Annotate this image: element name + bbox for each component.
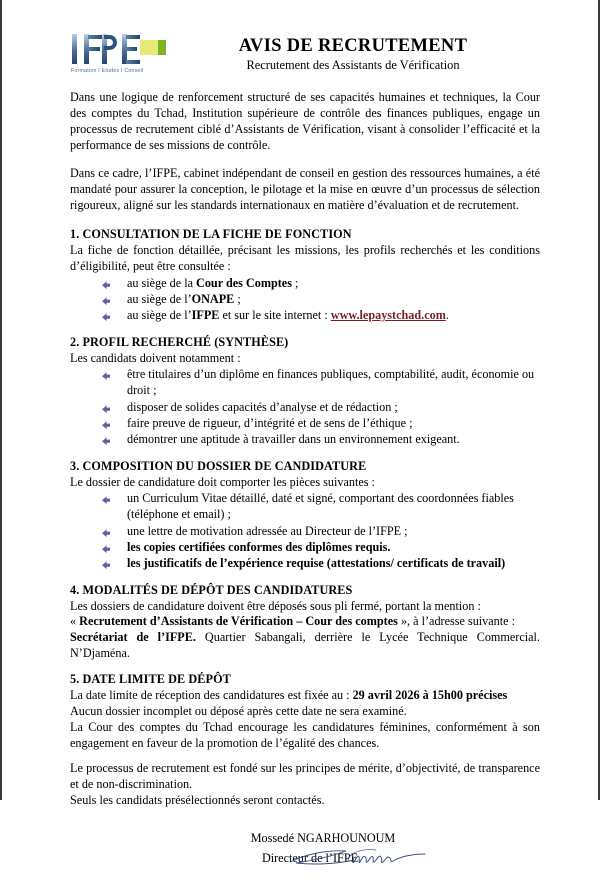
list-item	[102, 367, 540, 399]
logo-arm-f-top	[88, 35, 103, 39]
list-item-text: faire preuve de rigueur, d’intégrité et de sens de l’éthique ;	[127, 416, 413, 430]
section-2-lead: Les candidats doivent notamment :	[70, 350, 241, 365]
section-5-heading: 5. DATE LIMITE DE DÉPÔT	[70, 672, 231, 687]
section-3-lead: Le dossier de candidature doit comporter les pièces suivantes :	[70, 474, 375, 489]
closing-paragraph: Le processus de recrutement est fondé sur les principes de mérite, d’objectivité, de transparence et de non-discrimination.	[70, 761, 540, 792]
section-2-list	[70, 367, 540, 448]
section-3-list	[70, 491, 540, 572]
list-item-text: une lettre de motivation adressée au Directeur de l’IFPE ;	[127, 523, 408, 538]
intro-paragraph-1: Dans une logique de renforcement structuré de ses capacités humaines et techniques, la Cour des comptes du Tchad, Institution supérieure de contrôle des finances publiques, engage un processus de recrutement ciblé d’Assistants de Vérification, visant à consolider l’efficacité et la performance de ses missions de contrôle.	[70, 90, 540, 152]
bullet-arrow-icon	[102, 559, 110, 568]
logo-mark-icon	[70, 34, 166, 67]
section-5-equality: La Cour des comptes du Tchad encourage les candidatures féminines, conformément à son engagement en faveur de la promotion de l’égalité des chances.	[70, 719, 540, 750]
list-item	[102, 416, 540, 432]
signatory-name: Mossedé NGARHOUNOUM	[250, 830, 396, 845]
logo-bowl-p	[104, 35, 117, 50]
bullet-arrow-icon	[102, 370, 110, 379]
list-item	[102, 292, 540, 308]
bullet-arrow-icon	[102, 527, 110, 536]
list-item	[102, 556, 540, 572]
signature-block	[70, 831, 540, 883]
page-subtitle: Recrutement des Assistants de Vérification	[246, 58, 460, 73]
website-link[interactable]: www.lepaystchad.com	[330, 308, 446, 323]
list-item-text: être titulaires d’un diplôme en finances publiques, comptabilité, audit, économie ou droit ;	[127, 367, 535, 398]
logo-tagline: Formation I Etudes I Conseil	[71, 68, 144, 74]
list-item-text: au siège de l’ONAPE ;	[127, 291, 241, 306]
bullet-arrow-icon	[102, 419, 110, 428]
ifpe-logo	[70, 34, 166, 82]
bullet-arrow-icon	[102, 295, 110, 304]
logo-bar-i	[72, 34, 77, 64]
title-block	[166, 36, 540, 73]
bullet-arrow-icon	[102, 543, 110, 552]
list-item-text: les justificatifs de l’expérience requise (attestations/ certificats de travail)	[127, 556, 506, 571]
list-item-text: au siège de l’IFPE et sur le site internet : www.lepaystchad.com.	[127, 308, 449, 323]
logo-arm-e-mid	[126, 47, 137, 51]
section-1-lead: La fiche de fonction détaillée, précisant les missions, les profils recherchés et les conditions d’éligibilité, peut être consultée :	[70, 242, 540, 273]
list-item-text: disposer de solides capacités d’analyse et de rédaction ;	[127, 399, 398, 414]
document-content	[70, 28, 540, 883]
section-5-note: Aucun dossier incomplet ou déposé après cette date ne sera examiné.	[70, 703, 407, 718]
closing-line: Seuls les candidats présélectionnés seront contactés.	[70, 793, 325, 808]
list-item	[102, 540, 540, 556]
list-item-text: démontrer une aptitude à travailler dans un environnement exigeant.	[127, 432, 460, 447]
logo-arm-f-mid	[88, 47, 100, 51]
list-item-text: un Curriculum Vitae détaillé, daté et signé, comportant des coordonnées fiables (téléphone et email) ;	[127, 491, 514, 522]
list-item	[102, 276, 540, 292]
bullet-arrow-icon	[102, 494, 110, 503]
document-header	[70, 28, 540, 90]
section-5-deadline: La date limite de réception des candidatures est fixée au : 29 avril 2026 à 15h00 précises	[70, 687, 508, 702]
section-1-heading: 1. CONSULTATION DE LA FICHE DE FONCTION	[70, 227, 352, 242]
section-2-heading: 2. PROFIL RECHERCHÉ (SYNTHÈSE)	[70, 334, 289, 349]
section-4-lead: Les dossiers de candidature doivent être déposés sous pli fermé, portant la mention :	[70, 598, 481, 613]
bullet-arrow-icon	[102, 311, 110, 320]
bullet-arrow-icon	[102, 403, 110, 412]
list-item	[102, 432, 540, 448]
list-item-text: au siège de la Cour des Comptes ;	[127, 275, 299, 290]
list-item	[102, 400, 540, 416]
bullet-arrow-icon	[102, 279, 110, 288]
section-3-heading: 3. COMPOSITION DU DOSSIER DE CANDIDATURE	[70, 458, 367, 473]
section-1-list	[70, 276, 540, 325]
section-4-address: Secrétariat de l’IFPE. Quartier Sabangali, derrière le Lycée Technique Commercial. N’Djaména.	[70, 630, 540, 661]
logo-green-block	[158, 40, 166, 55]
list-item-text: les copies certifiées conformes des diplômes requis.	[127, 540, 391, 555]
page-title: AVIS DE RECRUTEMENT	[238, 36, 468, 56]
list-item	[102, 308, 540, 324]
deadline-date: 29 avril 2026 à 15h00 précises	[352, 687, 508, 702]
section-4-mention: « Recrutement d’Assistants de Vérification – Cour des comptes », à l’adresse suivante :	[70, 614, 516, 629]
bullet-arrow-icon	[102, 435, 110, 444]
intro-paragraph-2: Dans ce cadre, l’IFPE, cabinet indépendant de conseil en gestion des ressources humaines, a été mandaté pour assurer la conception, le pilotage et la mise en œuvre d’un processus de sélection rigoureux, aligné sur les standards internationaux en matière d’évaluation et de recrutement.	[70, 166, 540, 213]
list-item	[102, 524, 540, 540]
logo-arm-e-top	[126, 35, 140, 39]
list-item	[102, 491, 540, 523]
logo-arm-e-bottom	[126, 60, 140, 64]
signatory-role: Directeur de l’IFPE	[261, 850, 359, 865]
section-4-heading: 4. MODALITÉS DE DÉPÔT DES CANDIDATURES	[70, 582, 353, 597]
